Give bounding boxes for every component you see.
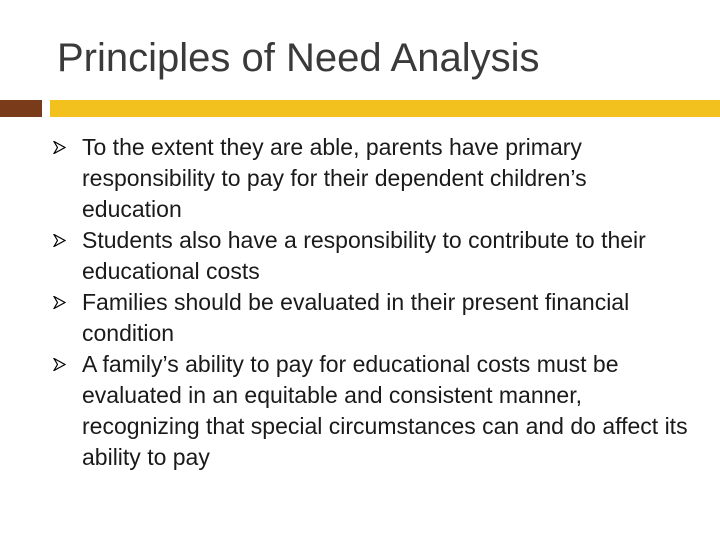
bullet-item xyxy=(0,287,720,349)
arrowhead-bullet-icon xyxy=(53,234,66,247)
accent-bar-left xyxy=(0,100,42,117)
arrowhead-bullet-icon xyxy=(53,296,66,309)
bullet-text: To the extent they are able, parents have primary responsibility to pay for their dependent children’s education xyxy=(82,134,587,222)
arrowhead-bullet-icon xyxy=(53,141,66,154)
accent-bar-right xyxy=(50,100,720,117)
bullet-list xyxy=(0,132,720,473)
arrowhead-bullet-icon xyxy=(53,358,66,371)
bullet-text: Students also have a responsibility to contribute to their educational costs xyxy=(82,227,646,284)
bullet-text: A family’s ability to pay for educational costs must be evaluated in an equitable and consistent manner, recognizing that special circumstances can and do affect its ability to pay xyxy=(82,351,688,470)
bullet-item xyxy=(0,225,720,287)
slide-title: Principles of Need Analysis xyxy=(57,36,540,80)
bullet-item xyxy=(0,132,720,225)
bullet-text: Families should be evaluated in their present financial condition xyxy=(82,289,630,346)
bullet-item xyxy=(0,349,720,473)
